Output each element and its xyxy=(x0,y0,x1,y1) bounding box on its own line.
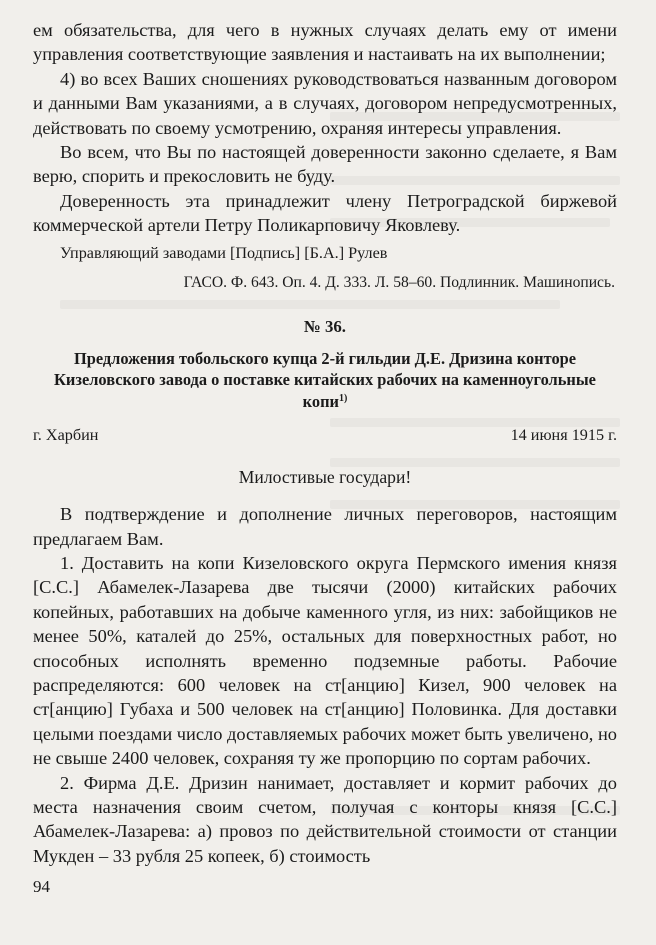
body-paragraph: 1. Доставить на копи Кизеловского округа Пермского имения князя [С.С.] Абамелек-Лазарева две тысячи (2000) китайских рабочих копейных, работавших на добыче каменного угля, из них: забойщиков не менее 50%, каталей до 25%, остальных для поверхностных работ, но способных исполнять временно подземные работы. Рабочие распределяются: 600 человек на ст[анцию] Кизел, 900 человек на ст[анцию] Губаха и 500 человек на ст[анцию] Половинка. Для доставки целыми поездами число доставляемых рабочих может быть увеличено, но не свыше 2400 человек, сохраняя ту же пропорцию по сортам рабочих. xyxy=(33,552,617,769)
document-title-text: Предложения тобольского купца 2-й гильдии Д.Е. Дризина конторе Кизеловского завода о поставке китайских рабочих на каменноугольные копи xyxy=(54,348,596,411)
place-date-line xyxy=(33,424,617,446)
place: г. Харбин xyxy=(33,426,99,445)
body-paragraph: В подтверждение и дополнение личных переговоров, настоящим предлагаем Вам. xyxy=(33,504,617,549)
body-paragraph: Доверенность эта принадлежит члену Петроградской биржевой коммерческой артели Петру Поликарповичу Яковлеву. xyxy=(33,190,617,236)
signature-line: Управляющий заводами [Подпись] [Б.А.] Рулев xyxy=(60,243,388,262)
body-paragraph: 4) во всех Ваших сношениях руководствоваться названным договором и данными Вам указаниями, а в случаях, договором непредусмотренных, действовать по своему усмотрению, охраняя интересы управления. xyxy=(33,68,617,138)
date: 14 июня 1915 г. xyxy=(510,426,617,445)
body-paragraph: 2. Фирма Д.Е. Дризин нанимает, доставляет и кормит рабочих до места назначения своим счетом, получая с конторы князя [С.С.] Абамелек-Лазарева: а) провоз по действительной стоимости от станции Мукден – 33 рубля 25 копеек, б) стоимость xyxy=(33,772,617,866)
letter-body xyxy=(33,502,617,868)
page-text xyxy=(33,18,617,868)
body-paragraph: Во всем, что Вы по настоящей доверенности законно сделаете, я Вам верю, спорить и прекословить не буду. xyxy=(33,142,617,187)
salutation: Милостивые государи! xyxy=(238,467,412,488)
archive-source: ГАСО. Ф. 643. Оп. 4. Д. 333. Л. 58–60. Подлинник. Машинопись. xyxy=(183,273,615,291)
footnote-marker: 1) xyxy=(338,392,348,404)
page-number: 94 xyxy=(33,877,50,896)
body-paragraph: ем обязательства, для чего в нужных случаях делать ему от имени управления соответствующие заявления и настаивать на их выполнении; xyxy=(33,20,617,65)
document-number: № 36. xyxy=(303,316,347,336)
document-title xyxy=(33,348,617,413)
